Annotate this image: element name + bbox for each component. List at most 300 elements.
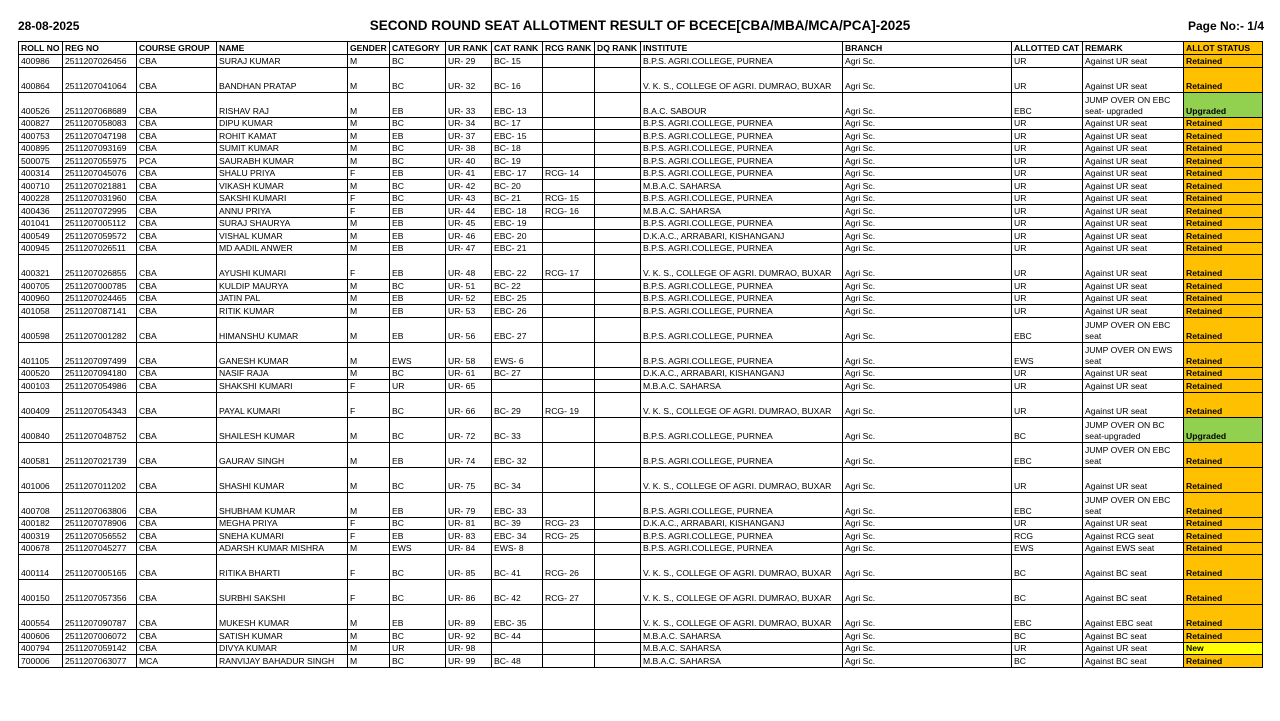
cell-branch: Agri Sc. [843,192,1012,205]
cell-rcg-rank: RCG- 17 [543,255,595,280]
cell-cat-rank: EWS- 8 [492,542,543,555]
cell-roll-no: 400321 [19,255,63,280]
cell-dq-rank [595,517,641,530]
cell-course-group: CBA [137,580,217,605]
cell-ur-rank: UR- 58 [446,342,492,367]
cell-remark: JUMP OVER ON EBC seat [1083,492,1184,517]
cell-dq-rank [595,167,641,180]
col-rcg-rank: RCG RANK [543,42,595,55]
cell-remark: Against UR seat [1083,292,1184,305]
cell-remark: Against UR seat [1083,55,1184,68]
cell-allot-status: Retained [1184,230,1263,243]
cell-gender: F [348,380,390,393]
cell-category: BC [390,155,446,168]
cell-name: SURBHI SAKSHI [217,580,348,605]
cell-gender: M [348,67,390,92]
cell-institute: B.P.S. AGRI.COLLEGE, PURNEA [641,305,843,318]
cell-branch: Agri Sc. [843,280,1012,293]
cell-remark: Against BC seat [1083,580,1184,605]
cell-cat-rank: BC- 18 [492,142,543,155]
cell-cat-rank [492,380,543,393]
cell-ur-rank: UR- 92 [446,630,492,643]
cell-dq-rank [595,392,641,417]
cell-cat-rank: BC- 48 [492,655,543,668]
cell-cat-rank: BC- 41 [492,555,543,580]
cell-roll-no: 500075 [19,155,63,168]
cell-rcg-rank [543,630,595,643]
cell-cat-rank: EBC- 25 [492,292,543,305]
cell-category: BC [390,192,446,205]
cell-ur-rank: UR- 85 [446,555,492,580]
cell-name: VISHAL KUMAR [217,230,348,243]
cell-roll-no: 400319 [19,530,63,543]
table-row [19,67,1263,92]
cell-roll-no: 400314 [19,167,63,180]
cell-course-group: CBA [137,492,217,517]
cell-institute: B.P.S. AGRI.COLLEGE, PURNEA [641,292,843,305]
cell-ur-rank: UR- 72 [446,417,492,442]
cell-cat-rank: EBC- 18 [492,205,543,218]
cell-category: EB [390,492,446,517]
cell-allotted-cat: EWS [1012,342,1083,367]
cell-allotted-cat: UR [1012,192,1083,205]
cell-allotted-cat: UR [1012,155,1083,168]
page-title: SECOND ROUND SEAT ALLOTMENT RESULT OF BCECE[CBA/MBA/MCA/PCA]-2025 [369,18,911,33]
table-row [19,317,1263,342]
table-row [19,555,1263,580]
table-row [19,305,1263,318]
cell-dq-rank [595,292,641,305]
cell-ur-rank: UR- 48 [446,255,492,280]
cell-rcg-rank [543,242,595,255]
cell-rcg-rank [543,442,595,467]
cell-gender: M [348,55,390,68]
cell-rcg-rank [543,230,595,243]
cell-allotted-cat: UR [1012,142,1083,155]
cell-roll-no: 400864 [19,67,63,92]
cell-ur-rank: UR- 79 [446,492,492,517]
cell-course-group: CBA [137,130,217,143]
cell-category: UR [390,380,446,393]
table-row [19,255,1263,280]
cell-remark: Against BC seat [1083,630,1184,643]
cell-gender: M [348,630,390,643]
col-allotted-cat: ALLOTTED CAT [1012,42,1083,55]
cell-cat-rank: BC- 19 [492,155,543,168]
table-row [19,167,1263,180]
cell-dq-rank [595,442,641,467]
cell-cat-rank: EBC- 15 [492,130,543,143]
cell-allotted-cat: UR [1012,380,1083,393]
cell-allot-status: Retained [1184,67,1263,92]
table-row [19,580,1263,605]
cell-allotted-cat: UR [1012,205,1083,218]
cell-branch: Agri Sc. [843,180,1012,193]
cell-ur-rank: UR- 86 [446,580,492,605]
cell-cat-rank: EWS- 6 [492,342,543,367]
table-row [19,630,1263,643]
cell-category: BC [390,142,446,155]
cell-rcg-rank [543,605,595,630]
cell-institute: B.P.S. AGRI.COLLEGE, PURNEA [641,117,843,130]
table-row [19,292,1263,305]
cell-dq-rank [595,417,641,442]
cell-roll-no: 400554 [19,605,63,630]
cell-name: ADARSH KUMAR MISHRA [217,542,348,555]
cell-course-group: CBA [137,67,217,92]
cell-category: BC [390,67,446,92]
cell-reg-no: 2511207001282 [63,317,137,342]
cell-reg-no: 2511207055975 [63,155,137,168]
cell-institute: B.P.S. AGRI.COLLEGE, PURNEA [641,55,843,68]
cell-rcg-rank [543,67,595,92]
cell-remark: Against UR seat [1083,167,1184,180]
col-branch: BRANCH [843,42,1012,55]
col-remark: REMARK [1083,42,1184,55]
cell-reg-no: 2511207059572 [63,230,137,243]
cell-category: BC [390,580,446,605]
cell-course-group: CBA [137,317,217,342]
cell-allotted-cat: UR [1012,392,1083,417]
col-reg-no: REG NO [63,42,137,55]
cell-roll-no: 401041 [19,217,63,230]
cell-allotted-cat: UR [1012,642,1083,655]
cell-branch: Agri Sc. [843,580,1012,605]
cell-remark: Against UR seat [1083,67,1184,92]
cell-institute: B.A.C. SABOUR [641,92,843,117]
cell-course-group: CBA [137,605,217,630]
cell-dq-rank [595,380,641,393]
table-row [19,155,1263,168]
cell-institute: M.B.A.C. SAHARSA [641,380,843,393]
cell-reg-no: 2511207021881 [63,180,137,193]
cell-roll-no: 401006 [19,467,63,492]
cell-ur-rank: UR- 84 [446,542,492,555]
cell-institute: V. K. S., COLLEGE OF AGRI. DUMRAO, BUXAR [641,392,843,417]
cell-allot-status: Retained [1184,155,1263,168]
cell-name: DIVYA KUMAR [217,642,348,655]
cell-cat-rank: BC- 42 [492,580,543,605]
cell-rcg-rank [543,55,595,68]
cell-institute: B.P.S. AGRI.COLLEGE, PURNEA [641,192,843,205]
cell-category: UR [390,642,446,655]
cell-branch: Agri Sc. [843,492,1012,517]
cell-branch: Agri Sc. [843,242,1012,255]
cell-category: BC [390,392,446,417]
table-row [19,192,1263,205]
cell-name: ANNU PRIYA [217,205,348,218]
cell-gender: F [348,517,390,530]
cell-gender: M [348,305,390,318]
col-name: NAME [217,42,348,55]
cell-reg-no: 2511207078906 [63,517,137,530]
cell-allotted-cat: UR [1012,230,1083,243]
cell-name: GAURAV SINGH [217,442,348,467]
cell-ur-rank: UR- 38 [446,142,492,155]
cell-dq-rank [595,605,641,630]
cell-cat-rank: BC- 44 [492,630,543,643]
cell-rcg-rank [543,342,595,367]
cell-institute: B.P.S. AGRI.COLLEGE, PURNEA [641,130,843,143]
cell-allot-status: Retained [1184,517,1263,530]
cell-institute: B.P.S. AGRI.COLLEGE, PURNEA [641,530,843,543]
cell-allot-status: Retained [1184,555,1263,580]
cell-reg-no: 2511207058083 [63,117,137,130]
cell-course-group: CBA [137,242,217,255]
cell-roll-no: 400705 [19,280,63,293]
cell-cat-rank: EBC- 20 [492,230,543,243]
cell-allot-status: Retained [1184,280,1263,293]
cell-rcg-rank [543,305,595,318]
cell-remark: JUMP OVER ON EBC seat- upgraded [1083,92,1184,117]
cell-allot-status: Upgraded [1184,417,1263,442]
cell-remark: JUMP OVER ON EBC seat [1083,442,1184,467]
col-category: CATEGORY [390,42,446,55]
cell-branch: Agri Sc. [843,142,1012,155]
cell-dq-rank [595,367,641,380]
cell-dq-rank [595,630,641,643]
cell-name: KULDIP MAURYA [217,280,348,293]
cell-institute: B.P.S. AGRI.COLLEGE, PURNEA [641,142,843,155]
cell-branch: Agri Sc. [843,367,1012,380]
cell-roll-no: 400606 [19,630,63,643]
cell-gender: M [348,242,390,255]
cell-name: SAURABH KUMAR [217,155,348,168]
cell-rcg-rank: RCG- 15 [543,192,595,205]
cell-allotted-cat: UR [1012,367,1083,380]
cell-gender: F [348,392,390,417]
cell-reg-no: 2511207000785 [63,280,137,293]
cell-rcg-rank: RCG- 25 [543,530,595,543]
cell-ur-rank: UR- 75 [446,467,492,492]
cell-allot-status: Retained [1184,655,1263,668]
table-header-row [19,42,1263,55]
cell-gender: M [348,417,390,442]
cell-roll-no: 400960 [19,292,63,305]
cell-cat-rank: BC- 21 [492,192,543,205]
cell-course-group: CBA [137,205,217,218]
cell-dq-rank [595,555,641,580]
cell-allot-status: Retained [1184,380,1263,393]
cell-institute: D.K.A.C., ARRABARI, KISHANGANJ [641,230,843,243]
cell-allot-status: Retained [1184,467,1263,492]
cell-allot-status: Retained [1184,217,1263,230]
cell-institute: B.P.S. AGRI.COLLEGE, PURNEA [641,217,843,230]
cell-cat-rank: EBC- 21 [492,242,543,255]
table-row [19,117,1263,130]
cell-roll-no: 400150 [19,580,63,605]
cell-roll-no: 400103 [19,380,63,393]
cell-category: EB [390,442,446,467]
cell-roll-no: 400945 [19,242,63,255]
cell-name: MEGHA PRIYA [217,517,348,530]
cell-dq-rank [595,217,641,230]
cell-dq-rank [595,55,641,68]
table-row [19,392,1263,417]
cell-gender: M [348,317,390,342]
cell-course-group: MCA [137,655,217,668]
table-row [19,217,1263,230]
cell-allotted-cat: BC [1012,655,1083,668]
cell-remark: Against EWS seat [1083,542,1184,555]
col-cat-rank: CAT RANK [492,42,543,55]
cell-reg-no: 2511207048752 [63,417,137,442]
cell-dq-rank [595,230,641,243]
cell-roll-no: 400526 [19,92,63,117]
cell-name: SUMIT KUMAR [217,142,348,155]
cell-name: BANDHAN PRATAP [217,67,348,92]
cell-gender: F [348,580,390,605]
cell-ur-rank: UR- 33 [446,92,492,117]
cell-institute: V. K. S., COLLEGE OF AGRI. DUMRAO, BUXAR [641,605,843,630]
cell-gender: M [348,292,390,305]
cell-branch: Agri Sc. [843,130,1012,143]
cell-remark: Against RCG seat [1083,530,1184,543]
cell-branch: Agri Sc. [843,305,1012,318]
cell-name: AYUSHI KUMARI [217,255,348,280]
cell-reg-no: 2511207026511 [63,242,137,255]
cell-branch: Agri Sc. [843,205,1012,218]
cell-rcg-rank [543,130,595,143]
cell-branch: Agri Sc. [843,292,1012,305]
cell-allot-status: Retained [1184,630,1263,643]
cell-rcg-rank: RCG- 27 [543,580,595,605]
cell-dq-rank [595,467,641,492]
cell-gender: M [348,492,390,517]
cell-cat-rank: BC- 29 [492,392,543,417]
table-body [19,55,1263,668]
cell-name: NASIF RAJA [217,367,348,380]
cell-category: BC [390,55,446,68]
cell-course-group: CBA [137,467,217,492]
cell-roll-no: 400581 [19,442,63,467]
cell-allotted-cat: RCG [1012,530,1083,543]
cell-reg-no: 2511207054986 [63,380,137,393]
cell-ur-rank: UR- 41 [446,167,492,180]
table-row [19,530,1263,543]
cell-reg-no: 2511207068689 [63,92,137,117]
cell-branch: Agri Sc. [843,155,1012,168]
cell-name: SURAJ SHAURYA [217,217,348,230]
cell-ur-rank: UR- 65 [446,380,492,393]
cell-dq-rank [595,542,641,555]
cell-cat-rank: BC- 15 [492,55,543,68]
cell-dq-rank [595,242,641,255]
table-row [19,342,1263,367]
table-row [19,55,1263,68]
cell-branch: Agri Sc. [843,555,1012,580]
cell-cat-rank: BC- 16 [492,67,543,92]
col-allot-status: ALLOT STATUS [1184,42,1263,55]
cell-rcg-rank [543,467,595,492]
cell-ur-rank: UR- 56 [446,317,492,342]
cell-reg-no: 2511207005165 [63,555,137,580]
cell-course-group: CBA [137,167,217,180]
cell-branch: Agri Sc. [843,217,1012,230]
cell-course-group: CBA [137,230,217,243]
table-row [19,367,1263,380]
cell-course-group: CBA [137,630,217,643]
cell-rcg-rank [543,155,595,168]
cell-reg-no: 2511207021739 [63,442,137,467]
cell-roll-no: 400114 [19,555,63,580]
cell-course-group: CBA [137,55,217,68]
cell-name: MUKESH KUMAR [217,605,348,630]
cell-institute: M.B.A.C. SAHARSA [641,642,843,655]
cell-course-group: CBA [137,142,217,155]
cell-allotted-cat: EBC [1012,605,1083,630]
cell-name: SNEHA KUMARI [217,530,348,543]
allotment-table [18,41,1263,668]
cell-institute: V. K. S., COLLEGE OF AGRI. DUMRAO, BUXAR [641,255,843,280]
cell-category: BC [390,655,446,668]
cell-remark: Against BC seat [1083,655,1184,668]
col-ur-rank: UR RANK [446,42,492,55]
cell-reg-no: 2511207026855 [63,255,137,280]
cell-category: EB [390,255,446,280]
cell-course-group: CBA [137,342,217,367]
cell-rcg-rank [543,292,595,305]
cell-dq-rank [595,655,641,668]
table-row [19,380,1263,393]
cell-course-group: CBA [137,255,217,280]
cell-institute: B.P.S. AGRI.COLLEGE, PURNEA [641,280,843,293]
cell-rcg-rank [543,317,595,342]
col-roll-no: ROLL NO [19,42,63,55]
cell-category: BC [390,180,446,193]
cell-dq-rank [595,317,641,342]
cell-branch: Agri Sc. [843,655,1012,668]
cell-name: RISHAV RAJ [217,92,348,117]
cell-gender: F [348,255,390,280]
cell-institute: B.P.S. AGRI.COLLEGE, PURNEA [641,242,843,255]
cell-course-group: CBA [137,367,217,380]
cell-roll-no: 400436 [19,205,63,218]
cell-course-group: CBA [137,555,217,580]
cell-institute: B.P.S. AGRI.COLLEGE, PURNEA [641,417,843,442]
cell-allotted-cat: UR [1012,67,1083,92]
cell-name: ROHIT KAMAT [217,130,348,143]
cell-ur-rank: UR- 89 [446,605,492,630]
cell-institute: M.B.A.C. SAHARSA [641,205,843,218]
cell-rcg-rank [543,542,595,555]
cell-name: SATISH KUMAR [217,630,348,643]
cell-allotted-cat: UR [1012,242,1083,255]
cell-cat-rank: BC- 39 [492,517,543,530]
cell-allotted-cat: UR [1012,130,1083,143]
cell-gender: M [348,230,390,243]
table-row [19,492,1263,517]
cell-category: EWS [390,342,446,367]
cell-remark: Against UR seat [1083,380,1184,393]
cell-reg-no: 2511207011202 [63,467,137,492]
cell-roll-no: 400549 [19,230,63,243]
table-row [19,442,1263,467]
cell-category: BC [390,367,446,380]
cell-remark: Against UR seat [1083,242,1184,255]
cell-gender: F [348,530,390,543]
cell-course-group: PCA [137,155,217,168]
cell-allot-status: Retained [1184,492,1263,517]
cell-dq-rank [595,305,641,318]
cell-name: GANESH KUMAR [217,342,348,367]
cell-allot-status: Retained [1184,255,1263,280]
cell-allot-status: Retained [1184,142,1263,155]
cell-dq-rank [595,580,641,605]
cell-category: EB [390,217,446,230]
cell-ur-rank: UR- 61 [446,367,492,380]
cell-ur-rank: UR- 42 [446,180,492,193]
